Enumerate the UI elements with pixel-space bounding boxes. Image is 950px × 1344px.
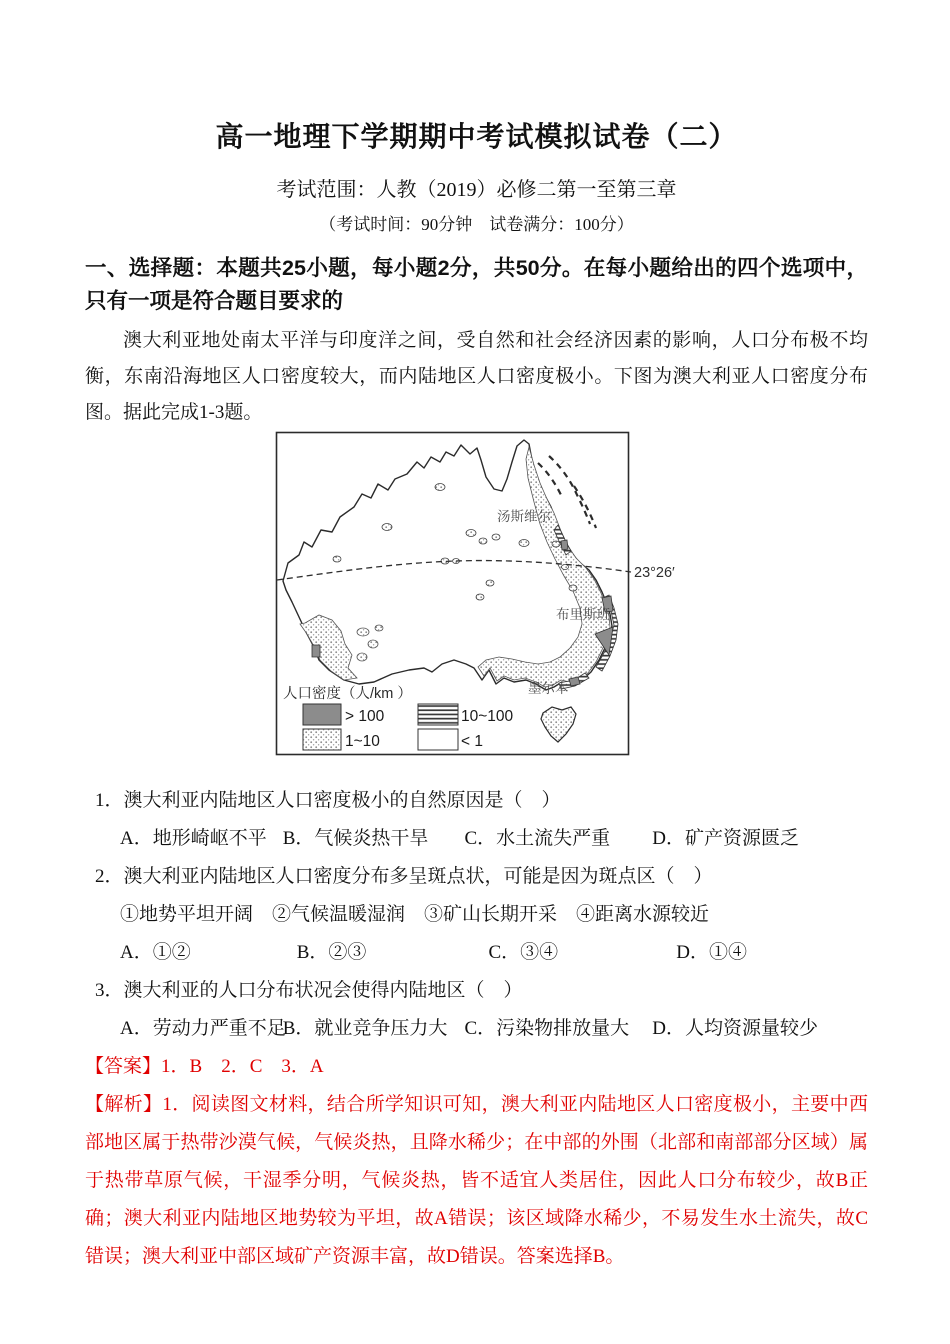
legend-swatch-dotted <box>303 729 341 750</box>
option-2b: B．②③ <box>296 942 367 963</box>
density-blob <box>357 628 369 636</box>
density-dark-perth <box>312 645 320 657</box>
option-1b: B．气候炎热干旱 <box>282 828 429 849</box>
question-2-options <box>85 934 868 972</box>
question-1-stem <box>85 782 868 820</box>
answer-text: 1．B 2．C 3．A <box>161 1056 324 1077</box>
legend-swatch-white <box>418 729 458 750</box>
question-passage: 澳大利亚地处南太平洋与印度洋之间，受自然和社会经济因素的影响，人口分布极不均衡，东南沿海地区人口密度较大，而内陆地区人口密度极小。下图为澳大利亚人口密度分布图。据此完成1-3题。 <box>85 330 868 423</box>
legend-swatch-hatched <box>418 704 458 725</box>
page-content <box>0 118 950 1276</box>
density-dark-townsville <box>561 540 568 550</box>
legend-label-1-10: 1~10 <box>345 733 380 750</box>
analysis-text: 1．阅读图文材料，结合所学知识可知，澳大利亚内陆地区人口密度极小，主要中西部地区属于热带沙漠气候，气候炎热，且降水稀少；在中部的外围（北部和南部部分区域）属于热带草原气候，干湿季分明，气候炎热，皆不适宜人类居住，因此人口分布较少，故B正确；澳大利亚内陆地区地势较为平坦，故A错误；该区域降水稀少，不易发生水土流失，故C错误；澳大利亚中部区域矿产资源丰富，故D错误。答案选择B。 <box>85 1094 868 1267</box>
density-dark-melbourne <box>569 677 580 686</box>
legend-label-lt1: < 1 <box>461 733 483 750</box>
legend-label-10-100: 10~100 <box>461 708 514 725</box>
question-3-options <box>85 1010 868 1048</box>
question-3-number: 3． <box>95 980 124 1001</box>
australia-map <box>275 431 707 756</box>
option-2d: D．①④ <box>676 942 747 963</box>
question-2-number: 2． <box>95 866 124 887</box>
density-blob <box>357 653 367 661</box>
question-2-stem <box>85 858 868 896</box>
legend-swatch-dark <box>303 704 341 725</box>
option-1a: A．地形崎岖不平 <box>120 828 267 849</box>
option-1d: D．矿产资源匮乏 <box>652 828 799 849</box>
page-title: 高一地理下学期期中考试模拟试卷（二） <box>215 121 738 152</box>
legend-title: 人口密度（人/km ） <box>283 686 412 702</box>
section-heading: 一、选择题：本题共25小题，每小题2分，共50分。在每小题给出的四个选项中，只有一项是符合题目要求的 <box>85 256 868 313</box>
answer-line <box>85 1048 868 1086</box>
question-1-options <box>85 820 868 858</box>
density-blob <box>368 640 378 648</box>
question-3-text: 澳大利亚的人口分布状况会使得内陆地区（ ） <box>123 980 523 1001</box>
tropic-label: 23°26′ <box>634 565 675 581</box>
analysis-label: 【解析】 <box>85 1094 163 1115</box>
answer-label: 【答案】 <box>85 1056 162 1077</box>
question-2 <box>85 858 868 972</box>
option-3d: D．人均资源量较少 <box>652 1018 818 1039</box>
australia-map-figure <box>275 431 707 756</box>
option-3a: A．劳动力严重不足 <box>120 1018 286 1039</box>
question-1-text: 澳大利亚内陆地区人口密度极小的自然原因是（ ） <box>123 790 561 811</box>
exam-info: （考试时间：90分钟 试卷满分：100分） <box>319 215 634 234</box>
question-1-number: 1． <box>95 790 124 811</box>
question-2-text: 澳大利亚内陆地区人口密度分布多呈斑点状，可能是因为斑点区（ ） <box>123 866 713 887</box>
question-2-subitems: ①地势平坦开阔 ②气候温暖湿润 ③矿山长期开采 ④距离水源较近 <box>120 904 710 925</box>
question-3 <box>85 972 868 1048</box>
city-label-townsville: 汤斯维尔 <box>497 509 551 524</box>
legend-label-gt100: > 100 <box>345 708 385 725</box>
question-1 <box>85 782 868 858</box>
option-2c: C．③④ <box>488 942 559 963</box>
city-label-melbourne: 墨尔本 <box>528 681 569 696</box>
option-1c: C．水土流失严重 <box>464 828 611 849</box>
city-label-brisbane: 布里斯班 <box>556 607 610 622</box>
exam-scope: 考试范围：人教（2019）必修二第一至第三章 <box>276 179 677 201</box>
option-3b: B．就业竞争压力大 <box>282 1018 448 1039</box>
option-3c: C．污染物排放量大 <box>464 1018 630 1039</box>
question-3-stem <box>85 972 868 1010</box>
analysis-block <box>85 1086 868 1276</box>
option-2a: A．①② <box>120 942 191 963</box>
density-blob <box>375 625 383 631</box>
